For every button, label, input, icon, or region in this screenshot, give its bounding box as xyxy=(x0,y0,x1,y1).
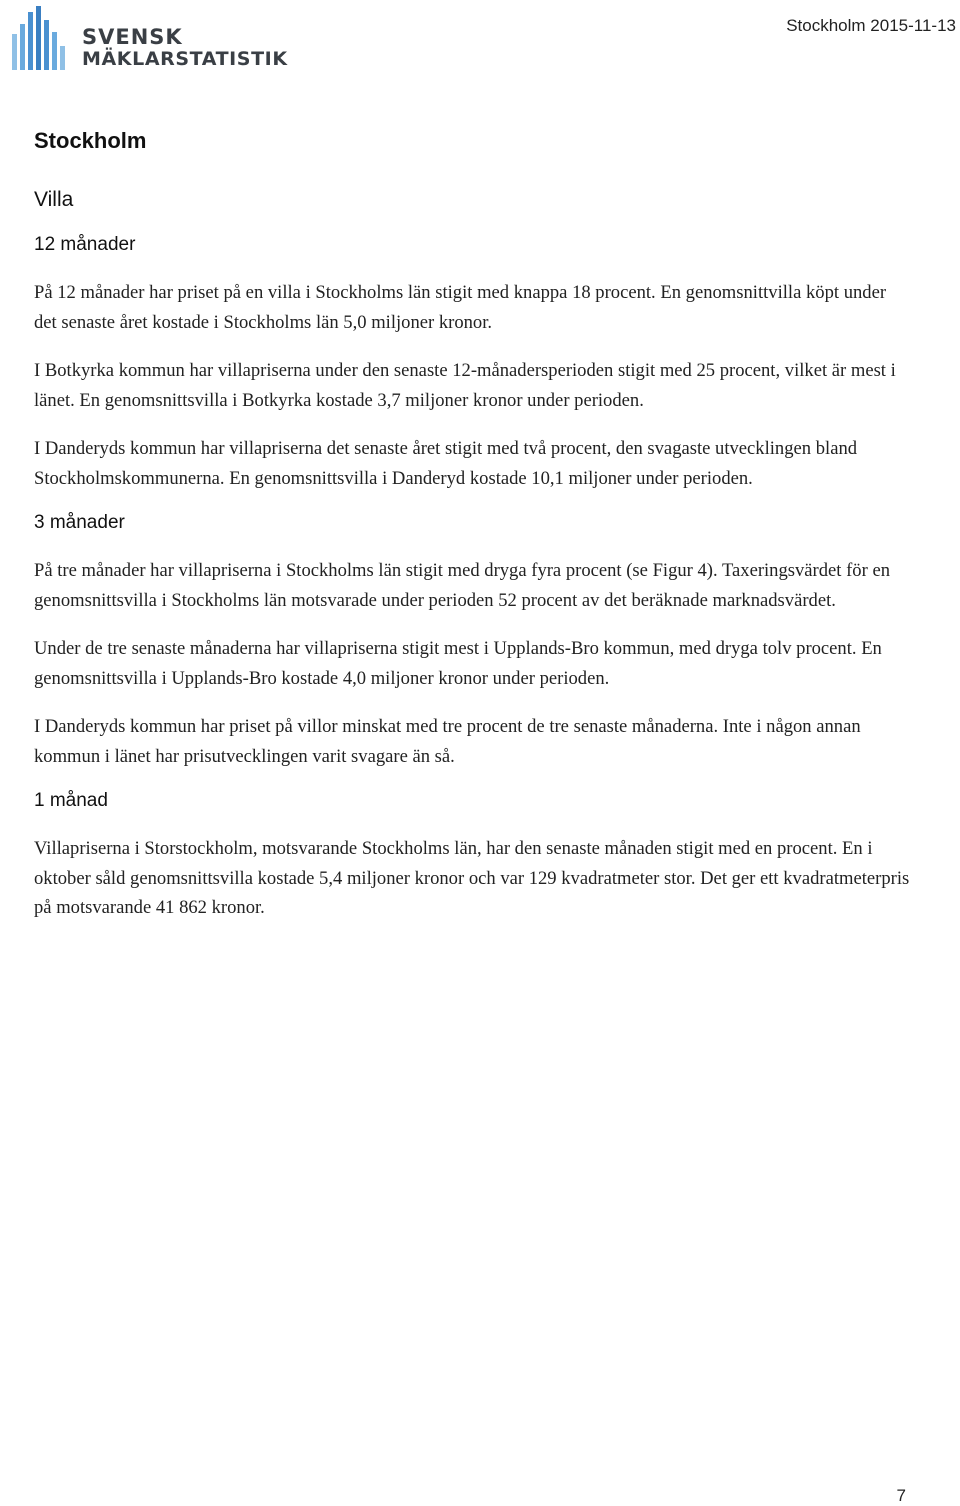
page-number: 7 xyxy=(896,1486,906,1505)
paragraph: I Danderyds kommun har villapriserna det senaste året stigit med två procent, den svagaste utvecklingen bland Stockholmskommunerna. En genomsnittsvilla i Danderyd kostade 10,1 miljoner under perioden. xyxy=(34,438,858,489)
period-heading-1-month: 1 månad xyxy=(34,790,108,811)
logo xyxy=(10,6,288,70)
period-heading-12-months: 12 månader xyxy=(34,234,136,255)
document-body xyxy=(34,128,912,942)
paragraph: På tre månader har villapriserna i Stockholms län stigit med dryga fyra procent (se Figur 4). Taxeringsvärdet för en genomsnittsvilla i Stockholms län motsvarade under perioden 52 procent av det beräknade marknadsvärdet. xyxy=(34,560,890,611)
logo-line-2: MÄKLARSTATISTIK xyxy=(82,48,288,70)
period-heading-3-months: 3 månader xyxy=(34,512,125,533)
paragraph: På 12 månader har priset på en villa i Stockholms län stigit med knappa 18 procent. En genomsnittvilla köpt under det senaste året kostade i Stockholms län 5,0 miljoner kronor. xyxy=(34,282,887,333)
bar-chart-logo-icon xyxy=(10,6,70,70)
paragraph: Villapriserna i Storstockholm, motsvarande Stockholms län, har den senaste månaden stigit med en procent. En i oktober såld genomsnittsvilla kostade 5,4 miljoner kronor och var 129 kvadratmeter stor. Det ger ett kvadratmeterpris på motsvarande 41 862 kronor. xyxy=(34,838,910,918)
header-date: Stockholm 2015-11-13 xyxy=(786,16,956,35)
paragraph: Under de tre senaste månaderna har villapriserna stigit mest i Upplands-Bro kommun, med dryga tolv procent. En genomsnittsvilla i Upplands-Bro kostade 4,0 miljoner kronor under perioden. xyxy=(34,638,882,689)
paragraph: I Danderyds kommun har priset på villor minskat med tre procent de tre senaste månaderna. Inte i någon annan kommun i länet har prisutvecklingen varit svagare än så. xyxy=(34,716,861,767)
logo-line-1: SVENSK xyxy=(82,25,183,49)
paragraph: I Botkyrka kommun har villapriserna under den senaste 12-månadersperioden stigit med 25 procent, vilket är mest i länet. En genomsnittsvilla i Botkyrka kostade 3,7 miljoner kronor under perioden. xyxy=(34,360,896,411)
section-title: Stockholm xyxy=(34,128,147,153)
logo-wordmark xyxy=(82,26,288,70)
subsection-title: Villa xyxy=(34,188,74,211)
